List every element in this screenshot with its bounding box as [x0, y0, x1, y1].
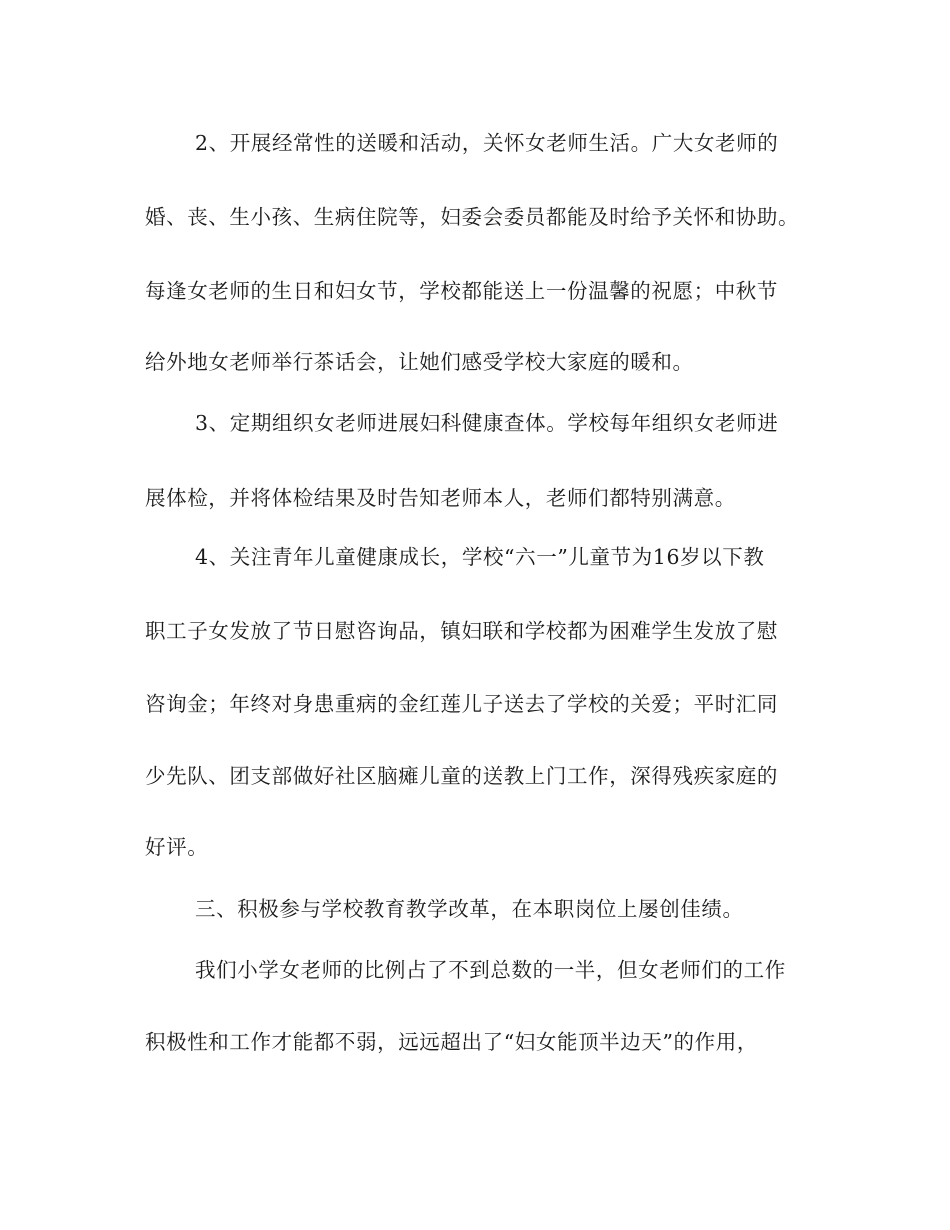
paragraph-3-line-2: 展体检，并将体检结果及时告知老师本人，老师们都特别满意。	[145, 486, 736, 510]
section-heading-3: 三、积极参与学校教育教学改革，在本职岗位上屡创佳绩。	[195, 897, 744, 921]
paragraph-4-line-3: 咨询金；年终对身患重病的金红莲儿子送去了学校的关爱；平时汇同	[145, 692, 778, 716]
paragraph-3-line-1: 3、定期组织女老师进展妇科健康查体。学校每年组织女老师进	[195, 411, 779, 435]
paragraph-4-line-1: 4、关注青年儿童健康成长，学校“六一”儿童节为16岁以下教	[195, 545, 765, 569]
paragraph-2-line-1: 2、开展经常性的送暖和活动，关怀女老师生活。广大女老师的	[195, 131, 779, 155]
paragraph-5-line-1: 我们小学女老师的比例占了不到总数的一半，但女老师们的工作	[195, 958, 786, 982]
paragraph-4-line-2: 职工子女发放了节日慰咨询品，镇妇联和学校都为困难学生发放了慰	[145, 619, 778, 643]
paragraph-4-line-5: 好评。	[145, 835, 209, 859]
paragraph-2-line-3: 每逢女老师的生日和妇女节，学校都能送上一份温馨的祝愿；中秋节	[145, 279, 778, 303]
paragraph-4-line-4: 少先队、团支部做好社区脑瘫儿童的送教上门工作，深得残疾家庭的	[145, 764, 778, 788]
paragraph-2-line-2: 婚、丧、生小孩、生病住院等，妇委会委员都能及时给予关怀和协助。	[145, 205, 800, 229]
paragraph-5-line-2: 积极性和工作才能都不弱，远远超出了“妇女能顶半边天”的作用，	[145, 1030, 758, 1054]
paragraph-2-line-4: 给外地女老师举行茶话会，让她们感受学校大家庭的暖和。	[145, 350, 694, 374]
